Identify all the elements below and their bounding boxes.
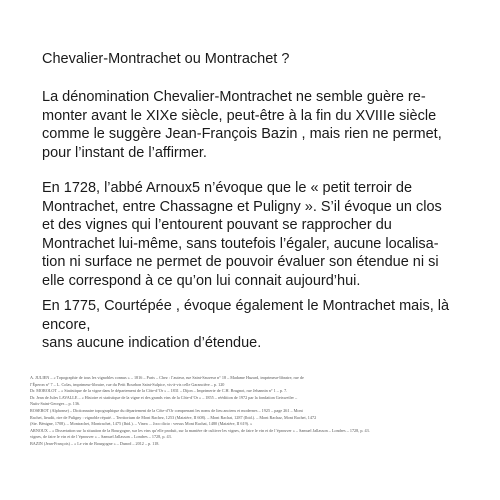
paragraph-line: Montrachet lui-même, sans toutefois l’égaler, aucune localisa- [42, 235, 439, 252]
paragraph-line: encore, [42, 316, 91, 333]
paragraph-line: et des vignes qui l’entourent pouvant se rapprocher du [42, 217, 392, 233]
footnote: l’Éperon n° 7 – L. Colas, imprimeur-libraire, rue du Petit Bourbon Saint-Sulpice, vis-à-vis celle Garancière – p. 120 [30, 381, 225, 387]
footnote: BAZIN (Jean-François) – « Le vin de Bourgogne » – Dunod – 2012 – p. 118. [30, 440, 160, 446]
paragraph-arnoux [42, 179, 482, 290]
paragraph-line: sans aucune indication d’étendue. [42, 335, 262, 351]
footnote: Dr. MOROLOT – « Statistique de la vigne dans le département de la Côte-d’Or » – 1831 – Dijon – Imprimerie de C.H. Brugnot, rue Jehannin n° 1 – p. 7. [30, 388, 288, 394]
footnote: A. JULIEN – « Topographie de tous les vignobles connus » – 1816 – Paris – Chez : l’auteur, rue Saint-Sauveur n° 18 – Madame Huzard, imprimeur-libraire, rue de [30, 375, 304, 380]
paragraph-line: elle correspond à ce qu’on lui connait aujourd’hui. [42, 272, 361, 289]
paragraph-line: Montrachet, entre Chassagne et Puligny ». S’il évoque un clos [42, 198, 442, 215]
footnotes [30, 375, 480, 448]
paragraph-line: comme le suggère Jean-François Bazin , mais rien ne permet, [42, 126, 442, 142]
footnote: Dr. Jean de Jules LAVALLE – « Histoire et statistique de la vigne et des grands vins de la Côte-d’Or » – 1855 – réédition de 1972 par la fondation Geisweiler – [30, 394, 298, 400]
page-title: Chevalier-Montrachet ou Montrachet ? [42, 51, 290, 67]
paragraph-courtepee [42, 297, 482, 353]
footnote: (Ste. Bénigne, 1708). – Montrachet, Montrachet, 1475 (Ibid.). – Vinea ... Joco dicto : versus Mont Rachat, 1480 (Maizière, II 619). » [30, 421, 253, 427]
paragraph-line: monter avant le XIXe siècle, peut-être à la fin du XVIIIe siècle [42, 107, 437, 124]
footnote: vignes, de faire le vin et de l’éprouver » – Samuel Jallasson – Londres – 1728, p. 43. [30, 434, 172, 440]
paragraph-line: En 1775, Courtépée , évoque également le Montrachet mais, là [42, 298, 450, 314]
paragraph-line: tion ni surface ne permet de pouvoir évaluer son étendue ni si [42, 254, 439, 270]
paragraph-line: La dénomination Chevalier-Montrachet ne semble guère re- [42, 89, 426, 105]
footnote: Nuits-Saint-Georges – p. 136. [30, 401, 81, 407]
footnote: ARNOUX – « Dissertation sur la situation de la Bourgogne, sur les vins qu’elle produit, sur la manière de cultiver les vignes, de faire le vin et de l’éprouver » – Samuel Jallasson – Londres – 1728, p. 43. [30, 427, 370, 433]
paragraph-line: En 1728, l’abbé Arnoux5 n’évoque que le « petit terroir de [42, 180, 413, 196]
paragraph-line: pour l’instant de l’affirmer. [42, 144, 207, 161]
paragraph-origin [42, 88, 482, 162]
footnote: ROSEROT (Alphonse) – Dictionnaire topographique du département de la Côte-d’Or comprenant les noms de lieu anciens et modernes – 1925 – page 261 – Mont [30, 407, 303, 413]
footnote: Rachet, lieudit, rire de Puligny : vignoble réputé. – Territorium de Mont Rachez, 1253 (Maizière, II 608). – Mont Rachat, 1287 (Ibid.). – Mont Rachaz, Mont Rachet, 1472 [30, 414, 317, 420]
